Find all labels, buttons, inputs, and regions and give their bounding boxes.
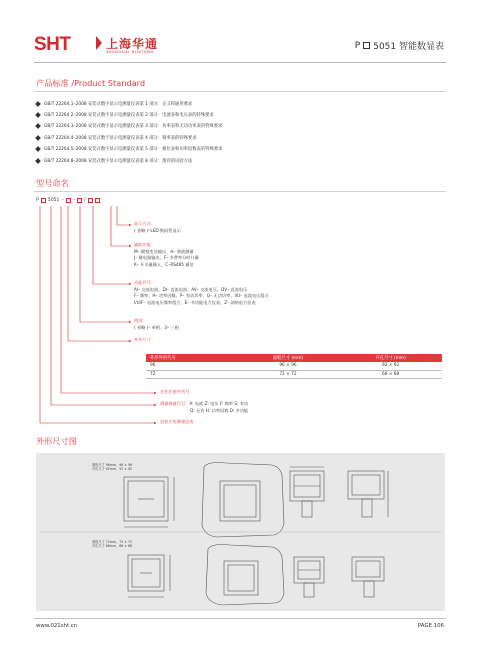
logo-arrow-icon xyxy=(96,36,102,50)
function-code-line: I/U/F– 电流电压频率组合、E– 多功能电力仪表、Z– 网络电力仪表 xyxy=(134,299,256,305)
phase-callout xyxy=(134,318,179,331)
drawing-note: 面框尺寸 72mm，72 × 72 xyxy=(92,540,133,544)
quantity-code-line: Q: 无功 H: 功率因数 D: 多功能 xyxy=(190,407,249,413)
quantity-code-callout xyxy=(160,401,248,414)
table-header-row xyxy=(146,354,442,362)
code-p: P xyxy=(36,198,39,203)
aux-function-callout xyxy=(134,242,199,268)
table-cell: 96 × 96 xyxy=(237,362,340,370)
title-prefix: P xyxy=(354,40,361,51)
footer-website: www.021sht.cn xyxy=(36,623,78,629)
list-item xyxy=(36,121,446,132)
document-title xyxy=(355,39,444,52)
list-item xyxy=(36,155,446,166)
placeholder-box-icon xyxy=(363,42,370,49)
diamond-bullet-icon xyxy=(35,112,41,118)
phase-title: 相别： xyxy=(134,318,147,323)
function-code-line: AI– 交流电流、DI– 直流电流、AV– 交流电压、DV– 直流电压 xyxy=(134,286,248,292)
table-row xyxy=(146,362,442,370)
footer-divider xyxy=(34,618,446,619)
diamond-bullet-icon xyxy=(35,146,41,152)
quantity-code-title: 测量参量代号： xyxy=(160,401,190,406)
drawing-note: 开孔尺寸 68mm，68 × 68 xyxy=(92,544,133,549)
standard-text: GB/T 22264.2–2008 安装式数字显示电测量仪表第 2 部分：电流表和电压表的特殊要求 xyxy=(44,113,214,119)
model-naming-underline xyxy=(34,191,446,192)
standard-text: GB/T 22264.1–2008 安装式数字显示电测量仪表第 1 部分：定义和通用要求 xyxy=(44,101,193,107)
model-code xyxy=(36,198,100,203)
list-item xyxy=(36,132,446,143)
drawing-note: 开孔尺寸 92mm，92 × 92 xyxy=(92,467,133,472)
standard-text: GB/T 22264.3–2008 安装式数字显示电测量仪表第 3 部分：功率表和无功功率表的特殊要求 xyxy=(44,124,223,130)
enterprise-serial-label: 企业注册序列号 xyxy=(160,389,190,394)
phase-desc: ( 省略 )– 单相、3– 三相 xyxy=(134,324,179,330)
footer-page-number: PAGE 106 xyxy=(417,623,444,629)
display-mode-desc: ( 省略 )–LED 数码管显示 xyxy=(134,227,181,233)
table-cell: 92 × 92 xyxy=(339,362,442,370)
outline-drawing-graphic xyxy=(36,453,445,611)
standard-text: GB/T 22264.5–2008 安装式数字显示电测量仪表第 5 部分：相位表和功率因数表的特殊要求 xyxy=(44,147,223,153)
diamond-bullet-icon xyxy=(35,101,41,107)
code-box-quantity xyxy=(41,198,46,203)
display-mode-callout xyxy=(134,221,181,234)
diamond-bullet-icon xyxy=(35,124,41,130)
diamond-bullet-icon xyxy=(35,158,41,164)
aux-function-line: K– 开关量输入、C–RS485 通信 xyxy=(134,261,194,267)
code-box-display xyxy=(95,198,100,203)
table-cell: 68 × 68 xyxy=(339,370,442,378)
code-box-aux xyxy=(88,198,93,203)
display-mode-title: 显示方式： xyxy=(134,221,155,226)
outline-drawing-panel xyxy=(36,453,445,611)
function-code-callout xyxy=(134,280,269,306)
table-header-cell: 开孔尺寸 (mm) xyxy=(339,354,442,362)
standard-text: GB/T 22264.4–2008 安装式数字显示电测量仪表第 4 部分：频率表的特殊要求 xyxy=(44,135,197,141)
header-divider xyxy=(34,62,446,63)
function-code-line: F– 频率、H– 功率因数、P– 有功功率、Q– 无功功率、I/U– 电流电压组合 xyxy=(134,293,269,298)
code-number: 5051 xyxy=(47,198,60,203)
list-item xyxy=(36,144,446,155)
table-header-cell: 面框尺寸 (mm) xyxy=(237,354,340,362)
meter-type-label: 安装式电测量仪表 xyxy=(160,419,194,424)
aux-function-title: 辅助功能： xyxy=(134,242,155,247)
title-suffix: 5051 智能数显表 xyxy=(373,42,444,52)
aux-function-line: J– 继电器输出、F– 多费率分时计量 xyxy=(134,255,199,260)
code-box-function xyxy=(77,198,82,203)
outline-size-title: 外形尺寸 xyxy=(134,337,151,342)
outline-drawing-title: 外形尺寸图 xyxy=(36,436,77,446)
function-code-title: 功能代号： xyxy=(134,280,155,285)
logo-chinese-name: 上海华通 xyxy=(106,37,159,51)
logo-wordmark: SHT xyxy=(34,34,71,55)
table-row xyxy=(146,370,442,378)
dimension-table xyxy=(146,354,442,379)
code-dash: – xyxy=(72,198,76,203)
drawing-note: 面框尺寸 96mm，96 × 96 xyxy=(92,463,133,467)
logo-english-name: SHANGHAI HUATONG xyxy=(106,50,154,54)
enterprise-serial-callout xyxy=(160,389,189,396)
outline-size-callout xyxy=(134,337,151,344)
meter-type-callout xyxy=(160,419,194,426)
list-item xyxy=(36,98,446,109)
table-cell: 72 × 72 xyxy=(237,370,340,378)
table-cell: 96 xyxy=(146,362,237,370)
model-naming-title: 型号命名 xyxy=(36,178,69,188)
code-box-phase xyxy=(66,198,71,203)
standards-list xyxy=(36,98,446,166)
product-standard-underline xyxy=(34,91,446,92)
standard-text: GB/T 22264.8–2008 安装式数字显示电测量仪表第 8 部分：推荐的试验方法 xyxy=(44,158,193,164)
quantity-code-line: A: 电流 Z: 电压 F: 频率 S: 有功 xyxy=(189,401,249,406)
table-header-cell: 外形外形代号 xyxy=(146,354,237,362)
table-cell: 72 xyxy=(146,370,237,378)
product-standard-title: 产品标准 /Product Standard xyxy=(36,78,146,88)
aux-function-line: M– 模拟变送输出、H– 谐波测量 xyxy=(134,248,194,254)
list-item xyxy=(36,109,446,120)
code-dash: – xyxy=(61,198,64,203)
diamond-bullet-icon xyxy=(35,135,41,141)
code-slash: / xyxy=(84,198,86,203)
